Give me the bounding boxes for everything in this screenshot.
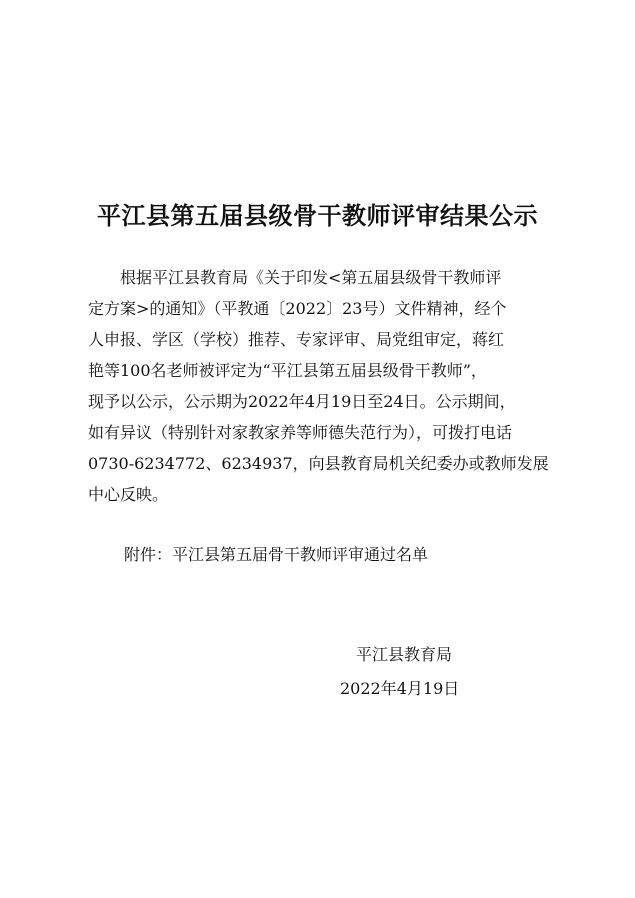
body-line: 根据平江县教育局《关于印发<第五届县级骨干教师评 bbox=[88, 268, 502, 287]
signer-organization: 平江县教育局 bbox=[356, 645, 453, 664]
body-line: 定方案>的通知》（平教通〔2022〕23号）文件精神，经个 bbox=[88, 299, 507, 318]
signature-date: 2022年4月19日 bbox=[340, 679, 460, 698]
body-line: 人申报、学区（学校）推荐、专家评审、局党组审定，蒋红 bbox=[88, 330, 505, 349]
attachment-note: 附件：平江县第五届骨干教师评审通过名单 bbox=[124, 545, 429, 564]
body-line: 0730-6234772、6234937，向县教育局机关纪委办或教师发展 bbox=[88, 454, 549, 473]
body-line: 中心反映。 bbox=[88, 485, 169, 504]
body-line: 现予以公示，公示期为2022年4月19日至24日。公示期间， bbox=[88, 392, 516, 411]
document-title: 平江县第五届县级骨干教师评审结果公示 bbox=[97, 201, 538, 230]
body-line: 艳等100名老师被评定为“平江县第五届县级骨干教师”， bbox=[88, 361, 487, 380]
body-line: 如有异议（特别针对家教家养等师德失范行为），可拨打电话 bbox=[88, 423, 513, 442]
document-body bbox=[88, 262, 548, 510]
